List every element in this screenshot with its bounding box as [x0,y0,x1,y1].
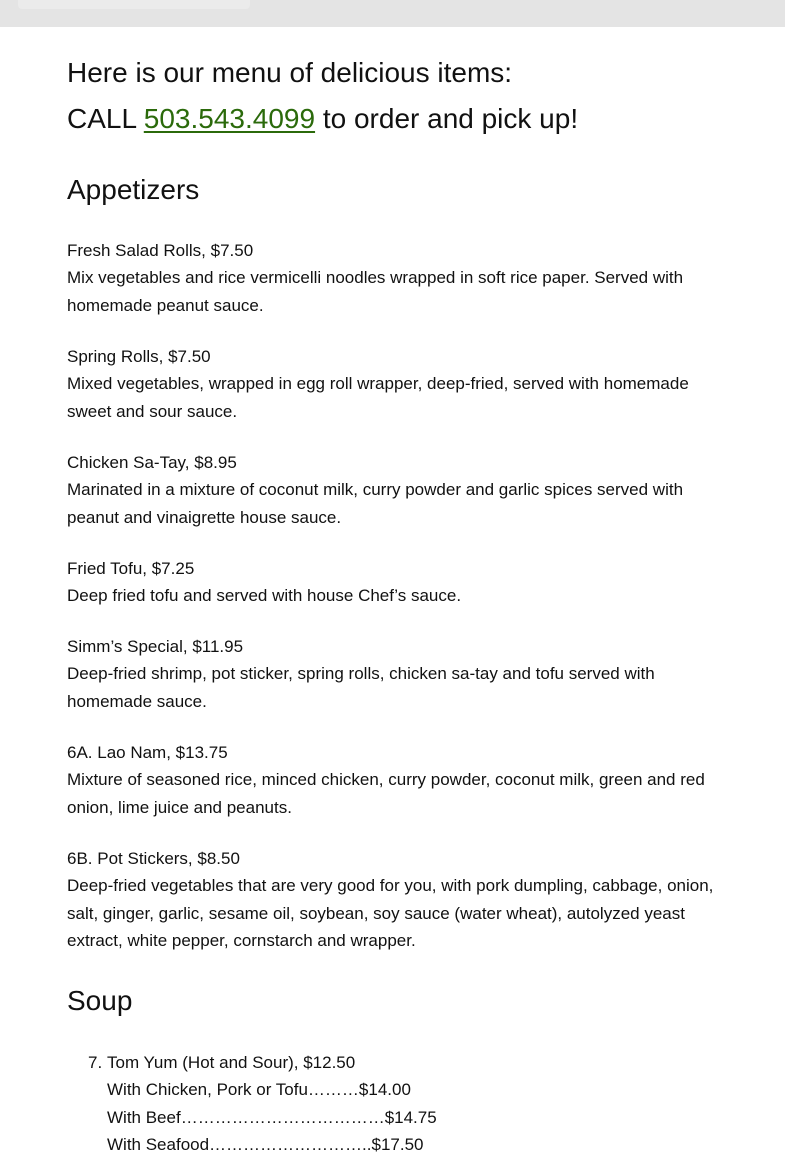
menu-item [67,845,727,954]
item-name: Spring Rolls, $7.50 [67,347,211,366]
top-bar-tab [18,0,250,9]
item-description: Deep-fried shrimp, pot sticker, spring rolls, chicken sa-tay and tofu served with homemade sauce. [67,664,655,711]
item-description: Mixture of seasoned rice, minced chicken, curry powder, coconut milk, green and red onion, lime juice and peanuts. [67,770,705,817]
item-description: Deep fried tofu and served with house Chef’s sauce. [67,586,462,606]
item-name: Fried Tofu, $7.25 [67,559,195,578]
item-description: Marinated in a mixture of coconut milk, curry powder and garlic spices served with peanut and vinaigrette house sauce. [67,480,684,527]
soup-item [107,1049,437,1158]
menu-intro-heading: Here is our menu of delicious items: [67,57,513,88]
browser-top-bar [0,0,785,27]
section-title-appetizers: Appetizers [67,174,200,205]
item-name: Simm’s Special, $11.95 [67,637,244,656]
item-name: Chicken Sa-Tay, $8.95 [67,453,237,472]
soup-option: With Chicken, Pork or Tofu………$14.00 [107,1080,411,1100]
menu-item [67,739,727,821]
item-description: Deep-fried vegetables that are very good for you, with pork dumpling, cabbage, onion, salt, ginger, garlic, sesame oil, soybean, soy sauce (water wheat), autolyzed yeast extract, white pepper, cornstarch and wrapper. [67,876,714,950]
menu-item [67,555,727,610]
call-prefix: CALL [67,103,144,134]
item-description: Mixed vegetables, wrapped in egg roll wrapper, deep-fried, served with homemade sweet and sour sauce. [67,374,689,421]
menu-item [67,633,727,715]
call-to-order-line [67,102,578,136]
item-name: 6A. Lao Nam, $13.75 [67,743,228,762]
item-name: 6B. Pot Stickers, $8.50 [67,849,240,868]
item-name: Tom Yum (Hot and Sour), $12.50 [107,1053,356,1072]
menu-item [67,449,727,531]
soup-option: With Beef………………………………$14.75 [107,1107,437,1127]
section-title-soup: Soup [67,985,133,1016]
phone-link[interactable]: 503.543.4099 [143,103,316,134]
item-name: Fresh Salad Rolls, $7.50 [67,241,254,260]
menu-item [67,237,727,319]
menu-item [67,343,727,425]
soup-option: With Seafood………………………..$17.50 [107,1134,424,1154]
list-number: 7. [88,1053,103,1072]
call-suffix: to order and pick up! [315,103,579,134]
item-description: Mix vegetables and rice vermicelli noodles wrapped in soft rice paper. Served with homemade peanut sauce. [67,268,684,315]
